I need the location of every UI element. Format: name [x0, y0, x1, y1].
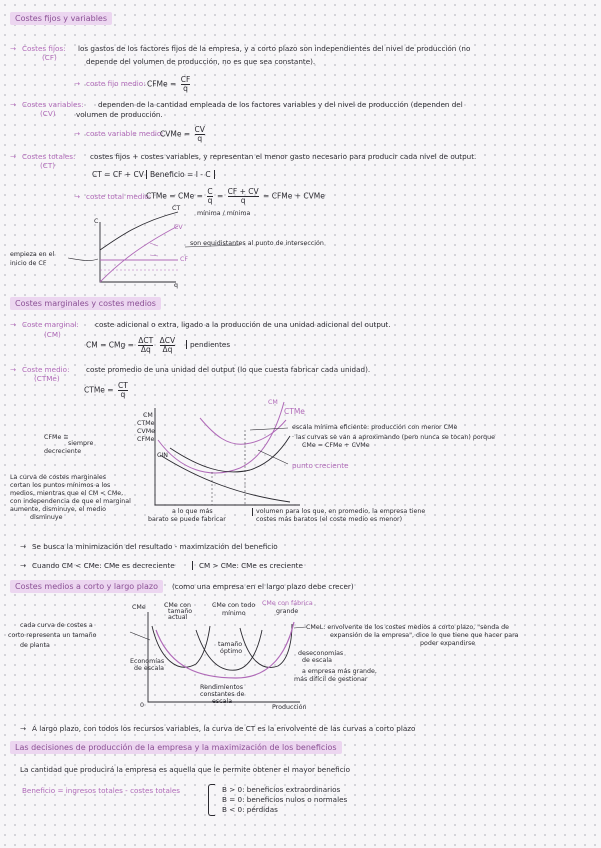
formula-lhs: CFMe =	[147, 79, 177, 89]
axis-cme: CMe	[132, 604, 146, 611]
annotation-escala-2: · las curvas se van a aproximando (pero nunca se tocan) porque	[292, 434, 496, 441]
axis-cvme: CVMe	[137, 428, 156, 435]
deseco-1: deseconomías	[298, 650, 344, 657]
def-costes-totales: costes fijos + costes variables, y representan el menor gasto necesario para producir cada nivel de output.	[90, 152, 477, 161]
abbr-ctme: (CTMe)	[34, 374, 60, 383]
note-cfme-3: decreciente	[44, 448, 82, 455]
axis-cm: CM	[143, 412, 153, 419]
arrow-icon: →	[10, 100, 17, 109]
arrow-icon: →	[10, 365, 17, 374]
label-punto-creciente: punto creciente	[292, 461, 349, 470]
footnote: A largo plazo, con todos los recursos variables, la curva de CT es la envolvente de las curvas a corto plazo	[32, 724, 416, 733]
denominator: Δq	[140, 345, 151, 354]
bullet-cuando-1: Cuando CM < CMe: CMe es decreciente	[32, 561, 175, 570]
bullet-minimizacion: Se busca la minimización del resultado - maximización del beneficio	[32, 542, 278, 551]
c1-label-3: actual	[168, 614, 188, 621]
arrow-icon: →	[10, 320, 17, 329]
left-note-1: cada curva de costes a	[20, 622, 93, 629]
abbr-ct: (CT)	[40, 161, 56, 170]
label-cvme: coste variable medio:	[86, 129, 164, 138]
arrow-icon: →	[20, 561, 27, 570]
label-cf: CF	[180, 256, 189, 263]
def-costes-variables-1: dependen de la cantidad empleada de los factores variables y del nivel de producción (dependen del	[98, 100, 463, 109]
abbr-cm: (CM)	[44, 330, 61, 339]
deseco-4: más difícil de gestionar	[294, 676, 368, 683]
section-title-decisiones: Las decisiones de producción de la empresa y la maximización de los beneficios	[10, 741, 342, 754]
numerator: CT	[117, 381, 128, 390]
denominator: q	[207, 196, 213, 205]
economias-2: de escala	[134, 665, 164, 672]
c1-label-1: CMe con	[164, 602, 192, 609]
origin: 0	[140, 702, 145, 709]
left-note-6: disminuye	[30, 514, 63, 521]
brace	[208, 784, 215, 816]
deseco-2: de escala	[302, 657, 332, 664]
heading-note: (como una empresa en el largo plazo debe crecer)	[172, 582, 354, 591]
arrow-icon: →	[20, 724, 27, 733]
abbr-cf: (CF)	[42, 53, 57, 62]
denominator: q	[197, 134, 203, 143]
axis-c: C	[94, 218, 99, 225]
left-note-2: cortan los puntos mínimos a los	[10, 482, 111, 489]
sentence: La cantidad que producirá la empresa es aquella que le permite obtener el mayor beneficio	[20, 765, 351, 774]
label-cv: CV	[174, 224, 183, 231]
left-note-5: aumente, disminuye, el medio	[10, 506, 106, 513]
left-note-1: La curva de costes marginales	[10, 474, 107, 481]
note-empieza: empieza en el	[10, 251, 55, 258]
denominator: q	[183, 84, 188, 93]
arrow-icon: →	[10, 152, 17, 161]
case-2: B = 0: beneficios nulos o normales	[222, 795, 348, 804]
def-coste-marginal: coste adicional o extra, ligado a la producción de una unidad adicional del output.	[95, 320, 391, 329]
denominator: q	[120, 390, 126, 399]
arrow-icon: →	[74, 129, 81, 138]
inner-2: óptimo	[220, 648, 243, 655]
formula-tail: = CFMe + CVMe	[263, 191, 325, 201]
def-costes-fijos-1: los gastos de los factores fijos de la empresa, y a corto plazo son independientes del nivel de producción (no	[78, 44, 471, 53]
sr-curve-3	[240, 624, 292, 667]
label-cin: CIN	[157, 452, 168, 459]
formula-beneficio: Beneficio = I - C	[146, 170, 215, 179]
c3-label-1: CMe con fábrica	[262, 600, 313, 607]
term-coste-medio: Coste medio:	[22, 365, 70, 374]
term-costes-totales: Costes totales:	[22, 152, 76, 161]
section-title-costes-fijos: Costes fijos y variables	[10, 12, 112, 25]
left-note-3: medios, mientras que el CM < CMe,	[10, 490, 124, 497]
numerator: CF	[180, 75, 191, 84]
note-inicio-cf: inicio de CF	[10, 260, 47, 267]
term-costes-variables: Costes variables:	[22, 100, 84, 109]
note-minima: mínima / mínima	[197, 210, 251, 217]
c3-label-2: grande	[276, 608, 299, 615]
cmel-note-2: expansión de la empresa", dice lo que tiene que hacer para	[330, 632, 519, 639]
rend-2: constantes de	[200, 691, 245, 698]
bullet-cuando-2: CM > CMe: CMe es creciente	[192, 561, 303, 570]
pointer-line	[294, 627, 306, 628]
note-cfme-1: CFMe ≡	[44, 434, 69, 441]
arrow-icon: →	[10, 44, 17, 53]
annotation-escala-1: escala mínima eficiente: producción con menor CMe	[292, 424, 458, 431]
label-ctme: coste total medio:	[86, 192, 152, 201]
mid-note-1: a lo que más	[172, 508, 213, 515]
cmel-note-1: CMeL: envolvente de los costes medios a corto plazo, "senda de	[306, 624, 509, 631]
equals: =	[216, 191, 224, 201]
benefit-formula: Beneficio = ingresos totales - costes totales	[22, 786, 181, 795]
right-note-1: volumen para los que, en promedio, la empresa tiene	[252, 508, 425, 516]
numerator: CV	[194, 125, 205, 134]
cmel-note-3: poder expandirse	[420, 640, 476, 647]
axis-ctme: CTMe	[137, 420, 155, 427]
pointer-line	[130, 632, 150, 640]
numerator: ΔCV	[159, 336, 176, 345]
axis-q: q	[174, 282, 178, 289]
c2-label-1: CMe con todo	[212, 602, 256, 609]
rend-3: escala	[212, 698, 233, 705]
note-cfme-2: siempre	[68, 440, 94, 447]
denominator: q	[240, 196, 246, 205]
def-coste-medio: coste promedio de una unidad del output (lo que cuesta fabricar cada unidad).	[86, 365, 371, 374]
annotation-escala-3: CMe = CFMe + CVMe	[302, 442, 370, 449]
denominator: Δq	[162, 345, 173, 354]
label-cm-top: CM	[268, 399, 278, 406]
formula-lhs: CTMe = CMe =	[146, 191, 203, 201]
arrow-icon: →	[20, 542, 27, 551]
formula-lhs: CVMe =	[160, 129, 191, 139]
label-cfme: coste fijo medio:	[86, 79, 146, 88]
term-costes-fijos: Costes fijos:	[22, 44, 66, 53]
formula-lhs: CM = CMg =	[86, 340, 134, 350]
case-1: B > 0: beneficios extraordinarios	[222, 785, 341, 794]
note-pendientes: pendientes	[186, 340, 230, 349]
left-note-2: corto representa un tamaño	[8, 632, 97, 639]
term-coste-marginal: Coste marginal:	[22, 320, 79, 329]
c2-label-2: mínimo	[222, 610, 246, 617]
arrow-icon: →	[74, 79, 81, 88]
section-title-costes-marginales: Costes marginales y costes medios	[10, 297, 161, 310]
case-3: B < 0: pérdidas	[222, 805, 278, 814]
numerator: ΔCT	[138, 336, 154, 345]
axis-produccion: Producción	[272, 704, 307, 711]
note-paralelo: son equidistantes al punto de intersección	[190, 240, 324, 247]
formula-ct: CT = CF + CV	[92, 170, 144, 179]
abbr-cv: (CV)	[40, 109, 56, 118]
section-title-corto-largo: Costes medios a corto y largo plazo	[10, 580, 163, 593]
left-note-4: con independencia de que el marginal	[10, 498, 131, 505]
axis-cfme: CFMe	[137, 436, 155, 443]
c1-label-2: tamaño	[168, 608, 193, 615]
left-note-3: de planta	[20, 642, 50, 649]
economias-1: Economías	[130, 658, 165, 665]
numerator: C	[207, 187, 213, 196]
rend-1: Rendimientos	[200, 684, 244, 691]
numerator: CF + CV	[227, 187, 259, 196]
def-costes-variables-2: volumen de producción.	[76, 110, 163, 119]
label-ct: CT	[172, 205, 181, 212]
deseco-3: a empresa más grande,	[302, 668, 377, 675]
inner-1: tamaño	[218, 641, 243, 648]
def-costes-fijos-2: depende del volumen de producción, no es que sea constante).	[86, 57, 316, 66]
mid-note-2: barato se puede fabricar	[148, 516, 226, 523]
label-ctme-top: CTMe	[284, 407, 305, 416]
arrow-icon: →	[74, 192, 81, 201]
right-note-2: costes más baratos (el coste medio es menor)	[256, 516, 403, 523]
formula-lhs: CTMe =	[84, 385, 114, 395]
